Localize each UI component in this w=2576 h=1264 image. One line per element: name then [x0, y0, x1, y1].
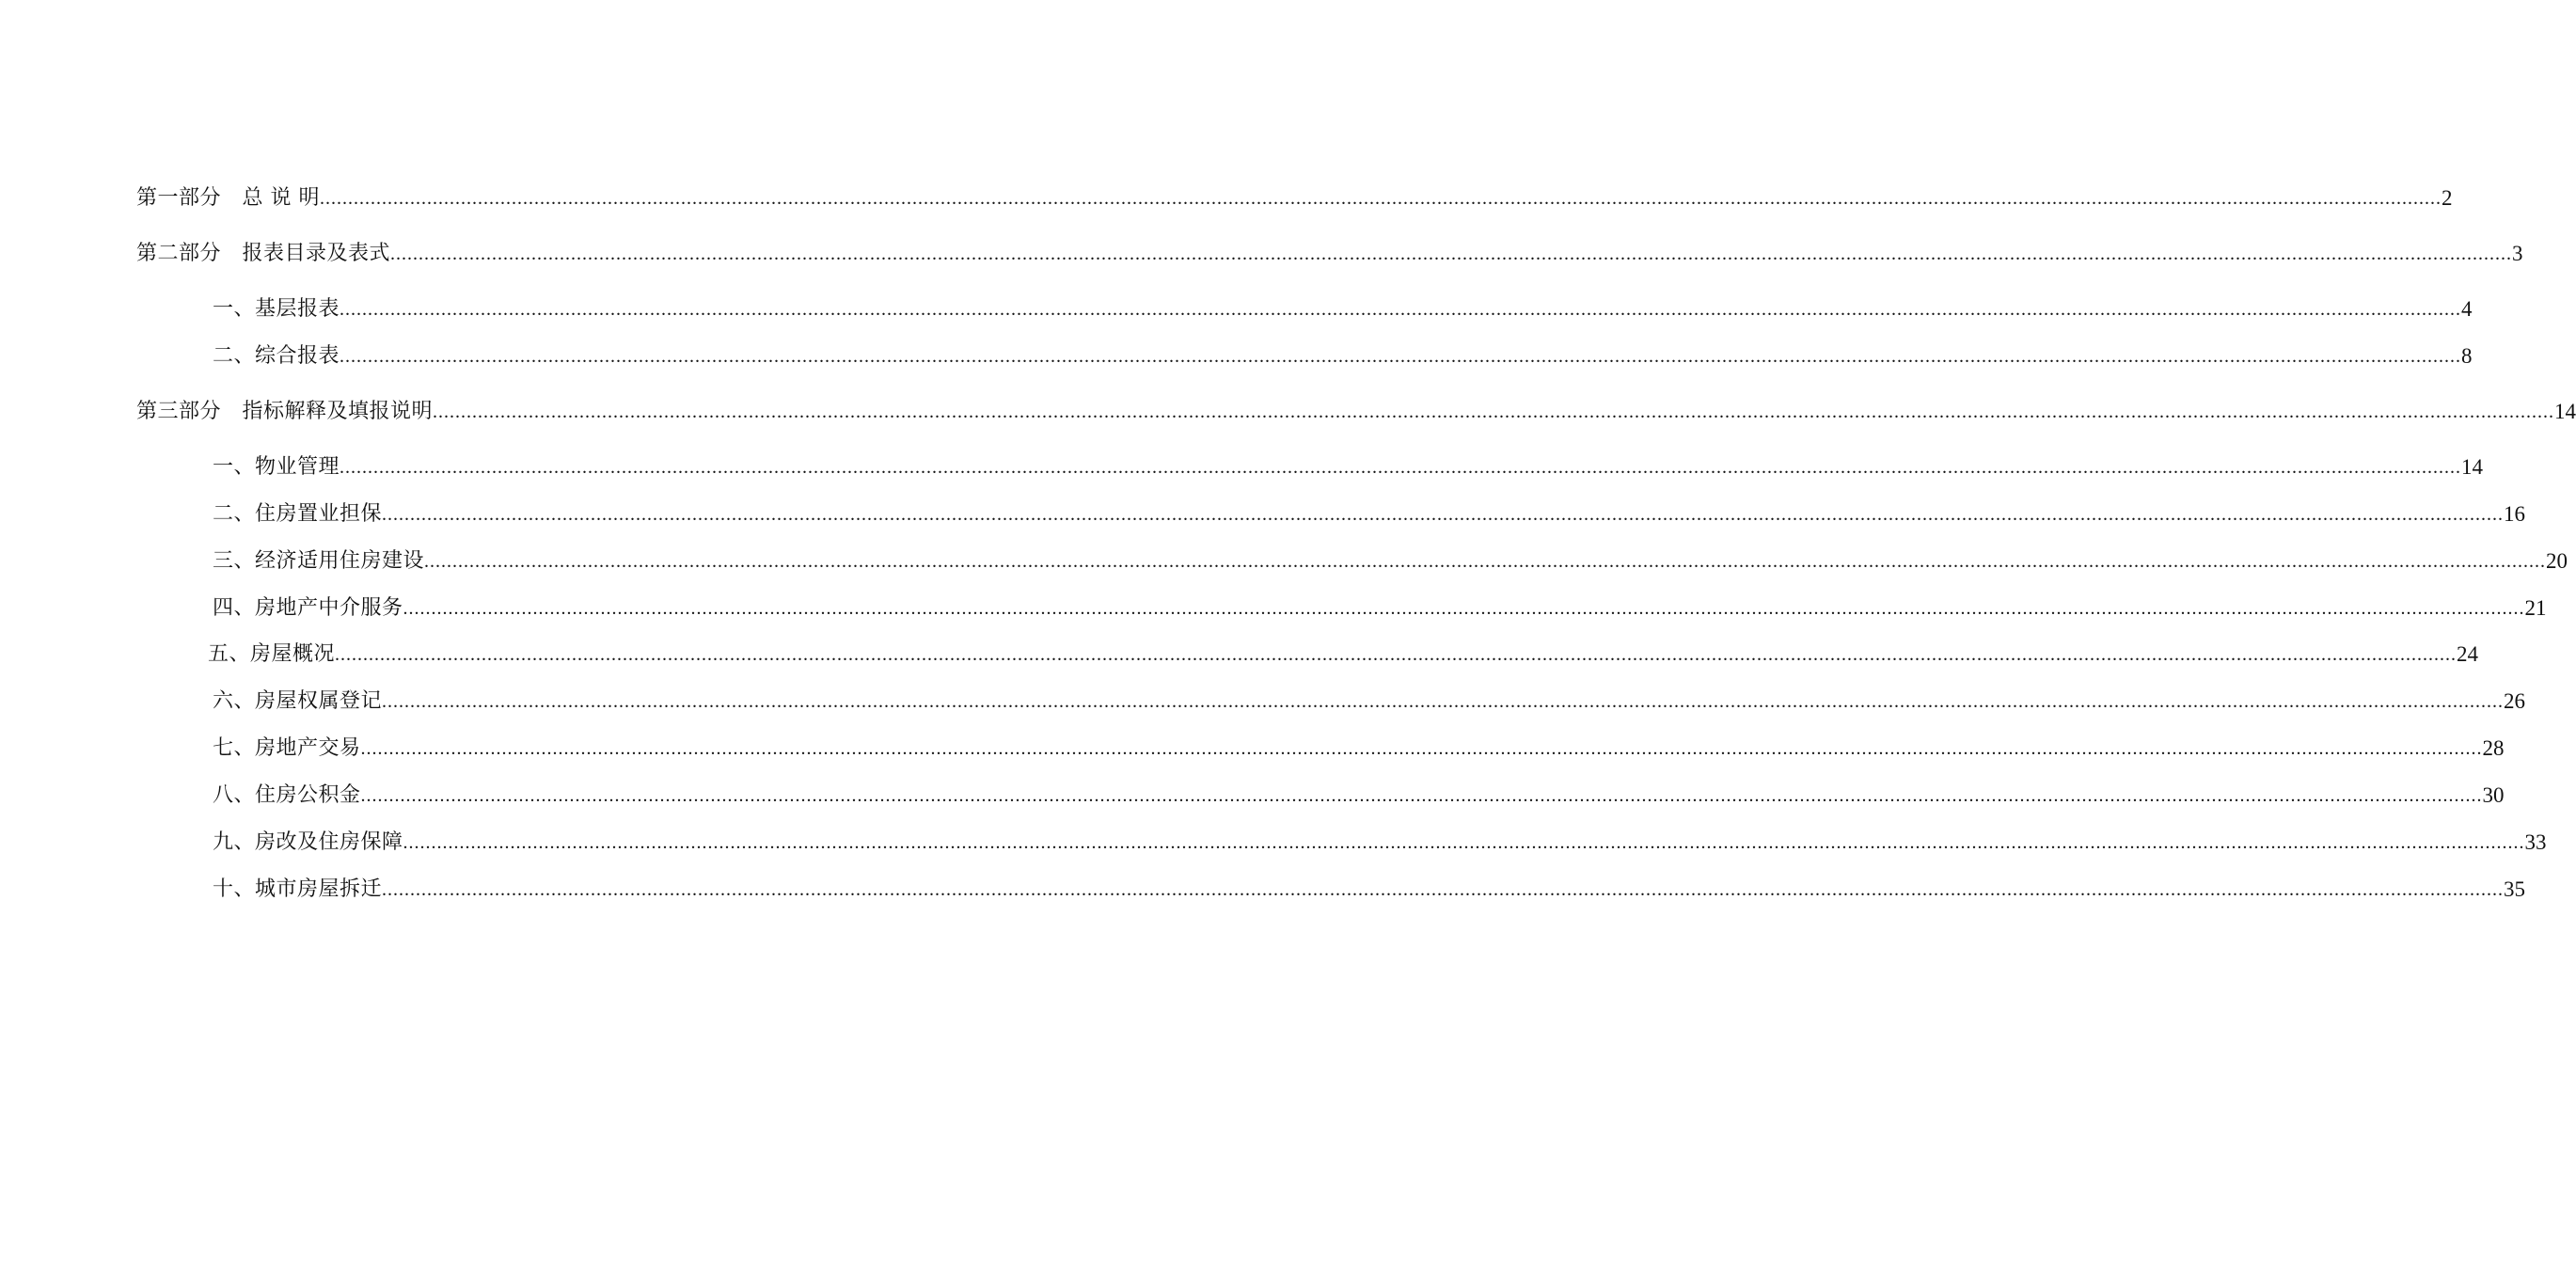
toc-entry-affordable-housing[interactable] [213, 547, 2568, 576]
toc-entry-label: 一、物业管理 [213, 455, 340, 479]
toc-dot-leader: ........................................................................................................................................................................................................................................................................................................................................................................................ [360, 738, 2483, 759]
toc-entry-label: 二、住房置业担保 [213, 502, 383, 526]
toc-entry-label: 一、基层报表 [213, 297, 340, 321]
toc-entry-label: 九、房改及住房保障 [213, 830, 403, 854]
toc-entry-part-2[interactable] [136, 240, 2523, 268]
toc-page-number: 33 [2524, 830, 2547, 854]
toc-entry-urban-demolition[interactable] [213, 876, 2526, 904]
toc-entry-label: 第一部分 总 说 明 [136, 186, 320, 210]
toc-entry-label: 二、综合报表 [213, 344, 340, 368]
toc-entry-part-1[interactable] [136, 184, 2453, 213]
toc-entry-real-estate-trading[interactable] [213, 735, 2505, 763]
toc-entry-label: 六、房屋权属登记 [213, 689, 383, 713]
toc-page-number: 30 [2482, 783, 2505, 807]
toc-page-number: 3 [2512, 242, 2523, 265]
toc-page-number: 14 [2461, 455, 2484, 479]
toc-dot-leader: ........................................................................................................................................................................................................................................................................................................................................................................................ [433, 402, 2555, 422]
toc-dot-leader: ........................................................................................................................................................................................................................................................................................................................................................................................ [424, 551, 2547, 572]
toc-page-number: 4 [2461, 297, 2473, 321]
toc-entry-property-management[interactable] [213, 453, 2484, 482]
toc-entry-label: 八、住房公积金 [213, 783, 361, 807]
toc-dot-leader: ........................................................................................................................................................................................................................................................................................................................................................................................ [382, 879, 2505, 900]
toc-entry-label: 七、房地产交易 [213, 736, 361, 760]
toc-page-number: 26 [2504, 689, 2526, 713]
toc-page-number: 21 [2524, 596, 2547, 620]
toc-dot-leader: ........................................................................................................................................................................................................................................................................................................................................................................................ [360, 785, 2483, 806]
toc-page-number: 20 [2546, 549, 2568, 573]
toc-entry-ownership-registration[interactable] [213, 687, 2526, 716]
toc-dot-leader: ........................................................................................................................................................................................................................................................................................................................................................................................ [320, 188, 2442, 209]
toc-page-number: 14 [2554, 400, 2576, 423]
toc-dot-leader: ........................................................................................................................................................................................................................................................................................................................................................................................ [382, 691, 2505, 712]
toc-entry-housing-provident-fund[interactable] [213, 782, 2505, 810]
toc-entry-basic-reports[interactable] [213, 295, 2473, 324]
toc-entry-label: 四、房地产中介服务 [213, 596, 403, 620]
toc-entry-label: 第二部分 报表目录及表式 [136, 242, 391, 265]
toc-dot-leader: ........................................................................................................................................................................................................................................................................................................................................................................................ [403, 832, 2525, 853]
toc-dot-leader: ........................................................................................................................................................................................................................................................................................................................................................................................ [335, 644, 2457, 665]
toc-page-number: 24 [2457, 642, 2479, 666]
toc-page-number: 2 [2442, 186, 2453, 210]
toc-entry-housing-guarantee[interactable] [213, 500, 2526, 529]
toc-entry-part-3[interactable] [136, 398, 2576, 426]
toc-dot-leader: ........................................................................................................................................................................................................................................................................................................................................................................................ [340, 299, 2462, 320]
toc-entry-housing-reform[interactable] [213, 829, 2547, 857]
toc-entry-housing-overview[interactable] [208, 640, 2479, 669]
toc-dot-leader: ........................................................................................................................................................................................................................................................................................................................................................................................ [390, 244, 2513, 264]
toc-dot-leader: ........................................................................................................................................................................................................................................................................................................................................................................................ [340, 457, 2462, 478]
toc-page-number: 28 [2482, 736, 2505, 760]
toc-entry-real-estate-agency[interactable] [213, 594, 2547, 623]
toc-entry-label: 十、城市房屋拆迁 [213, 877, 383, 901]
toc-entry-summary-reports[interactable] [213, 342, 2473, 371]
toc-page-number: 16 [2504, 502, 2526, 526]
toc-dot-leader: ........................................................................................................................................................................................................................................................................................................................................................................................ [340, 346, 2462, 367]
toc-entry-label: 第三部分 指标解释及填报说明 [136, 400, 434, 423]
toc-entry-label: 五、房屋概况 [208, 642, 336, 666]
toc-page-number: 35 [2504, 877, 2526, 901]
toc-entry-label: 三、经济适用住房建设 [213, 549, 425, 573]
toc-page-number: 8 [2461, 344, 2473, 368]
toc-dot-leader: ........................................................................................................................................................................................................................................................................................................................................................................................ [403, 598, 2525, 619]
toc-dot-leader: ........................................................................................................................................................................................................................................................................................................................................................................................ [382, 504, 2505, 525]
